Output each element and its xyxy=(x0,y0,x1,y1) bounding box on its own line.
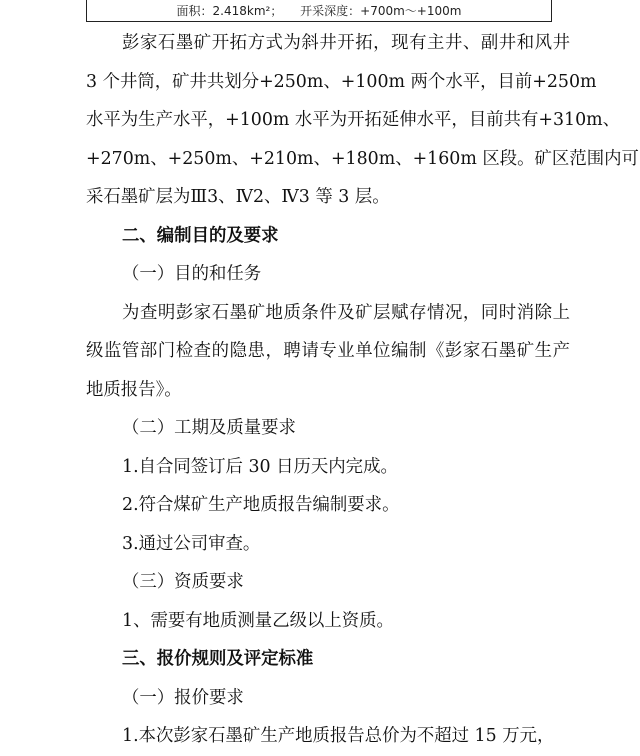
list-item: 3.通过公司审查。 xyxy=(122,533,261,554)
subsection-heading: （二）工期及质量要求 xyxy=(122,418,296,438)
section-heading: 二、编制目的及要求 xyxy=(122,225,279,246)
section-heading: 三、报价规则及评定标准 xyxy=(122,649,314,669)
body-line: 为查明彭家石墨矿地质条件及矿层赋存情况，同时消除上 xyxy=(122,302,570,323)
body-line: +270m、+250m、+210m、+180m、+160m 区段。矿区范围内可 xyxy=(86,148,639,169)
body-line: 彭家石墨矿开拓方式为斜井开拓，现有主井、副井和风井 xyxy=(122,33,570,53)
table-fragment xyxy=(86,0,552,22)
document-body xyxy=(86,24,639,756)
body-line: 采石墨矿层为Ⅲ3、Ⅳ2、Ⅳ3 等 3 层。 xyxy=(86,187,390,207)
subsection-heading: （一）报价要求 xyxy=(122,687,244,708)
area-cell: 面积：2.418km²； xyxy=(176,4,283,18)
body-line: 级监管部门检查的隐患，聘请专业单位编制《彭家石墨矿生产 xyxy=(86,341,570,361)
depth-cell: 开采深度：+700m～+100m xyxy=(300,4,462,18)
list-item: 1、需要有地质测量乙级以上资质。 xyxy=(122,610,394,631)
list-item: 1.本次彭家石墨矿生产地质报告总价为不超过 15 万元， xyxy=(122,726,555,746)
body-line: 3 个井筒，矿井共划分+250m、+100m 两个水平，目前+250m xyxy=(86,71,597,92)
body-line: 地质报告》。 xyxy=(86,379,182,400)
body-line: 水平为生产水平，+100m 水平为开拓延伸水平，目前共有+310m、 xyxy=(86,110,621,130)
subsection-heading: （一）目的和任务 xyxy=(122,264,262,284)
subsection-heading: （三）资质要求 xyxy=(122,572,244,592)
list-item: 1.自合同签订后 30 日历天内完成。 xyxy=(122,456,398,477)
list-item: 2.符合煤矿生产地质报告编制要求。 xyxy=(122,495,400,515)
